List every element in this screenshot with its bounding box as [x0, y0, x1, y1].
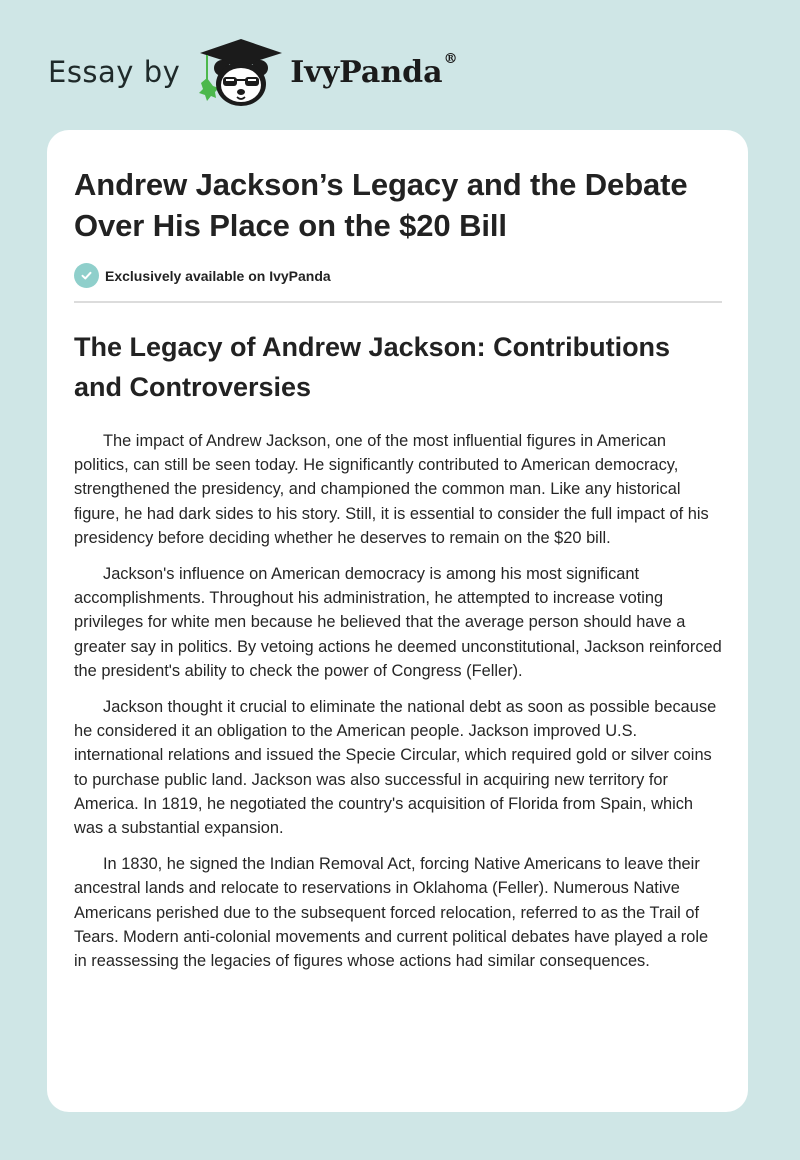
paragraph: Jackson thought it crucial to eliminate the national debt as soon as possible because he considered it an obligation to the American people. Jackson improved U.S. international relations and issued the Specie Circular, which required gold or silver coins to purchase public land. Jackson was also successful in acquiring new territory for America. In 1819, he negotiated the country's acquisition of Florida from Spain, which was a substantial expansion.: [74, 698, 717, 838]
check-circle-icon: [74, 263, 99, 288]
divider: [74, 301, 722, 303]
section-title: The Legacy of Andrew Jackson: Contributions and Controversies: [74, 332, 671, 402]
registered-mark: ®: [443, 50, 458, 67]
paragraph: Jackson's influence on American democracy is among his most significant accomplishments. Throughout his administration, he attempted to increase voting privileges for white men because he believed that the average person should have a greater say in politics. By vetoing actions he deemed unconstitutional, Jackson reinforced the president's ability to check the power of Congress (Feller).: [74, 565, 722, 680]
ivypanda-logo-icon[interactable]: [198, 36, 284, 108]
essay-card: [47, 130, 748, 1112]
exclusive-badge: [74, 263, 722, 288]
brand-name-text: IvyPanda: [290, 54, 443, 90]
brand-header: [48, 36, 458, 108]
paragraph: In 1830, he signed the Indian Removal Act, forcing Native Americans to leave their ancestral lands and relocate to reservations in Oklahoma (Feller). Numerous Native Americans perished due to the subsequent forced relocation, referred to as the Trail of Tears. Modern anti-colonial movements and current political debates have played a role in reassessing the legacies of figures whose actions had similar consequences.: [74, 855, 709, 971]
paragraph: The impact of Andrew Jackson, one of the most influential figures in American politics, can still be seen today. He significantly contributed to American democracy, strengthened the presidency, and championed the common man. Like any historical figure, he had dark sides to his story. Still, it is essential to consider the full impact of his presidency before deciding whether he deserves to remain on the $20 bill.: [74, 432, 709, 547]
exclusive-label: Exclusively available on IvyPanda: [105, 267, 331, 284]
brand-name[interactable]: [290, 50, 458, 90]
essay-body: [74, 429, 722, 973]
essay-title: Andrew Jackson’s Legacy and the Debate Over His Place on the $20 Bill: [74, 167, 688, 243]
essay-by-label: Essay by: [48, 55, 181, 89]
